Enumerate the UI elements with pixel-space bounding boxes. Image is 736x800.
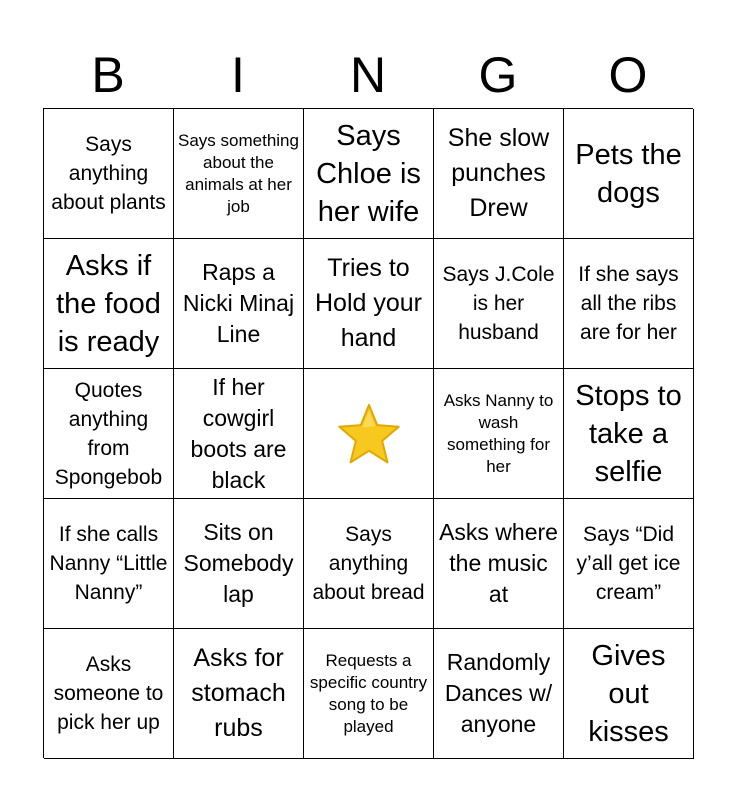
- bingo-cell-i3[interactable]: [174, 369, 304, 499]
- bingo-cell-g4[interactable]: [434, 499, 564, 629]
- cell-text: Randomly Dances w/ anyone: [444, 649, 553, 737]
- bingo-cell-i1[interactable]: [174, 109, 304, 239]
- bingo-cell-b1[interactable]: [44, 109, 174, 239]
- header-letter-g: G: [478, 47, 518, 103]
- cell-text: Asks if the food is ready: [56, 249, 161, 358]
- bingo-cell-g2[interactable]: [434, 239, 564, 369]
- cell-text: Gives out kisses: [588, 639, 669, 748]
- cell-text: She slow punches Drew: [447, 124, 550, 222]
- cell-text: Says something about the animals at her job: [178, 130, 299, 216]
- cell-text: Asks someone to pick her up: [53, 653, 164, 734]
- cell-text: Says anything about plants: [51, 133, 166, 214]
- header-letter-o: O: [608, 47, 648, 103]
- header-letter-b: B: [91, 47, 125, 103]
- bingo-cell-i2[interactable]: [174, 239, 304, 369]
- bingo-cell-i5[interactable]: [174, 629, 304, 759]
- cell-text: Says J.Cole is her husband: [442, 263, 555, 344]
- bingo-cell-n1[interactable]: [304, 109, 434, 239]
- bingo-cell-o2[interactable]: [564, 239, 694, 369]
- cell-text: Quotes anything from Spongebob: [54, 378, 163, 489]
- cell-text: Requests a specific country song to be played: [309, 650, 428, 736]
- cell-text: Raps a Nicki Minaj Line: [182, 259, 295, 347]
- cell-text: Stops to take a selfie: [575, 379, 682, 488]
- cell-text: Asks Nanny to wash something for her: [443, 390, 554, 476]
- bingo-cell-n2[interactable]: [304, 239, 434, 369]
- bingo-cell-i4[interactable]: [174, 499, 304, 629]
- bingo-header: [43, 42, 693, 108]
- bingo-cell-g1[interactable]: [434, 109, 564, 239]
- header-letter-i: I: [231, 47, 245, 103]
- cell-text: Asks for stomach rubs: [191, 644, 286, 742]
- bingo-cell-o5[interactable]: [564, 629, 694, 759]
- cell-text: Asks where the music at: [439, 519, 558, 607]
- bingo-cell-o3[interactable]: [564, 369, 694, 499]
- cell-text: Sits on Somebody lap: [183, 519, 294, 607]
- bingo-cell-n4[interactable]: [304, 499, 434, 629]
- bingo-cell-b4[interactable]: [44, 499, 174, 629]
- bingo-cell-o1[interactable]: [564, 109, 694, 239]
- bingo-cell-b3[interactable]: [44, 369, 174, 499]
- cell-text: If she calls Nanny “Little Nanny”: [49, 523, 168, 604]
- free-space-cell[interactable]: [304, 369, 434, 499]
- cell-text: Tries to Hold your hand: [315, 254, 422, 352]
- cell-text: Pets the dogs: [575, 138, 682, 209]
- star-icon: [336, 401, 402, 467]
- cell-text: Says Chloe is her wife: [316, 119, 421, 228]
- bingo-cell-b2[interactable]: [44, 239, 174, 369]
- bingo-cell-b5[interactable]: [44, 629, 174, 759]
- cell-text: If her cowgirl boots are black: [190, 373, 287, 493]
- header-letter-n: N: [349, 47, 387, 103]
- cell-text: Says “Did y’all get ice cream”: [576, 523, 681, 604]
- cell-text: Says anything about bread: [312, 523, 425, 604]
- bingo-cell-n5[interactable]: [304, 629, 434, 759]
- bingo-cell-g5[interactable]: [434, 629, 564, 759]
- cell-text: If she says all the ribs are for her: [578, 263, 679, 344]
- bingo-cell-o4[interactable]: [564, 499, 694, 629]
- bingo-card-grid: [43, 108, 693, 758]
- bingo-cell-g3[interactable]: [434, 369, 564, 499]
